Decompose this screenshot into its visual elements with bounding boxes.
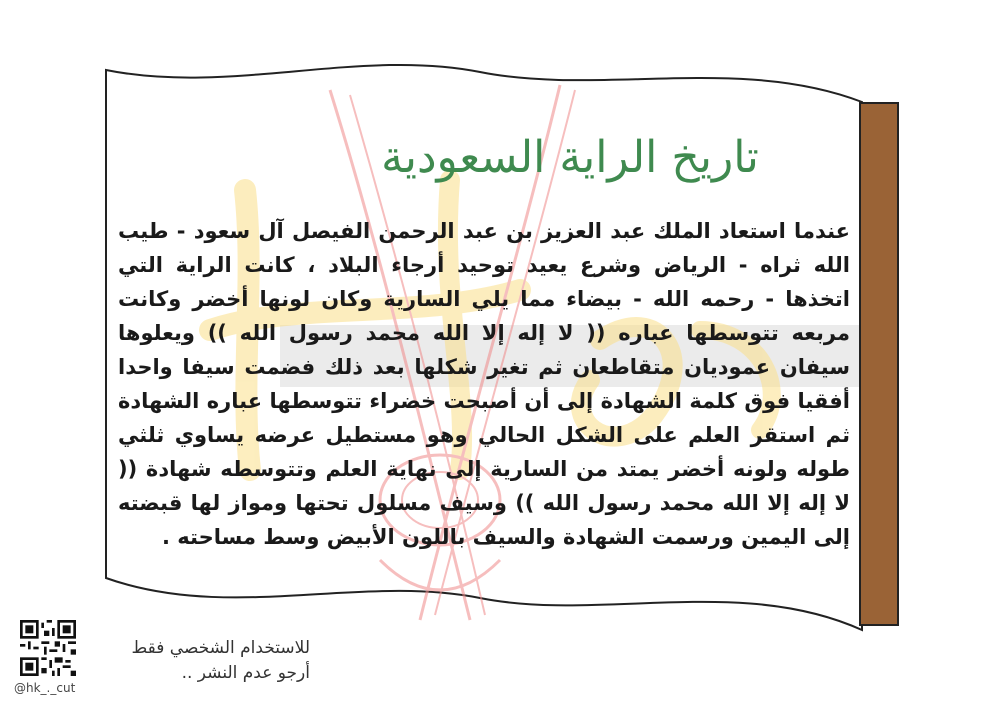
banner-title: تاريخ الراية السعودية <box>381 132 759 183</box>
usage-notice <box>100 636 310 686</box>
social-handle: @hk_._cut <box>14 681 76 695</box>
banner-paragraph: عندما استعاد الملك عبد العزيز بن عبد الرحمن الفيصل آل سعود - طيب الله ثراه - الرياض وشرع يعيد توحيد أرجاء البلاد ، كانت الراية التي اتخذها - رحمه الله - بيضاء مما يلي السارية وكان لونها أخضر وكانت مربعه تتوسطها عباره (( لا إله إلا الله محمد رسول الله )) ويعلوها سيفان عموديان متقاطعان ثم تغير شكلها بعد ذلك فضمت سيفا واحدا أفقيا فوق كلمة الشهادة إلى أن أصبحت خضراء تتوسطها عباره الشهادة ثم استقر العلم على الشكل الحالي وهو مستطيل عرضه يساوي ثلثي طوله ولونه أخضر يمتد من السارية إلى نهاية العلم وتتوسطه شهادة (( لا إله إلا الله محمد رسول الله )) وسيف مسلول تحتها ومواز لها قبضته إلى اليمين ورسمت الشهادة والسيف باللون الأبيض وسط مساحته . <box>118 219 850 549</box>
notice-line-2: أرجو عدم النشر .. <box>181 663 310 683</box>
notice-line-1: للاستخدام الشخصي فقط <box>131 638 310 658</box>
qr-code-icon[interactable] <box>20 620 76 676</box>
flag-pole <box>860 103 898 625</box>
